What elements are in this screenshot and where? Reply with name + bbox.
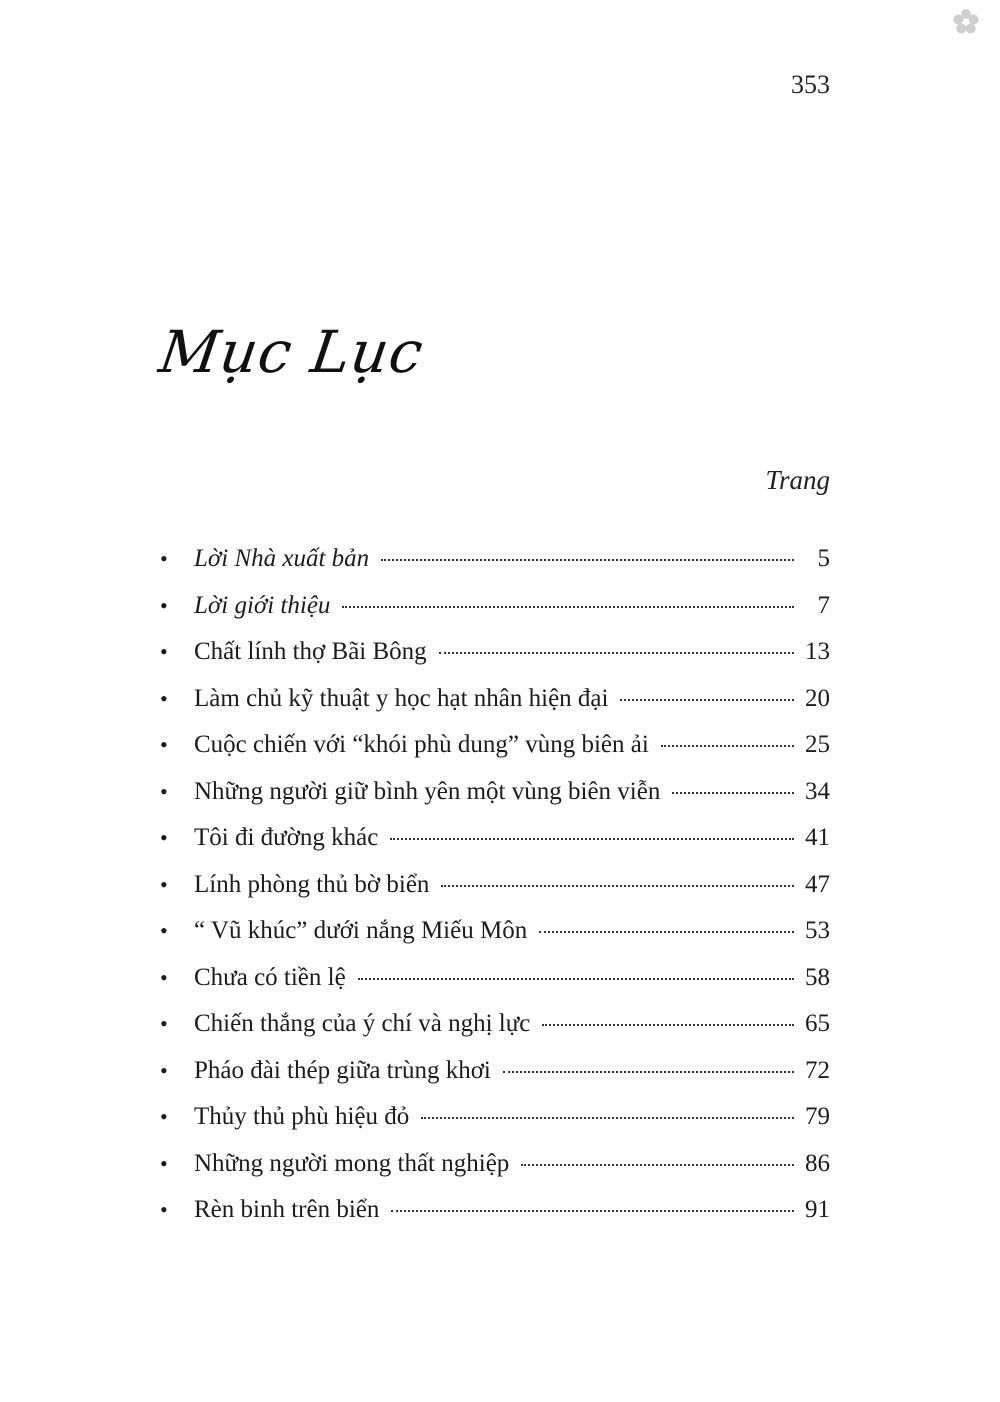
toc-entry-page: 53 <box>805 917 830 944</box>
toc-entry-page: 91 <box>805 1196 830 1223</box>
page-column-header: Trang <box>765 465 830 495</box>
toc-entry-title: Chiến thắng của ý chí và nghị lực <box>194 1010 531 1037</box>
toc-entry[interactable] <box>160 731 830 778</box>
toc-entry[interactable] <box>160 917 830 964</box>
toc-entry-page: 47 <box>805 870 830 898</box>
dot-leader <box>503 1071 794 1073</box>
bullet-icon: • <box>160 825 168 850</box>
bullet-icon: • <box>160 778 168 804</box>
toc-entry[interactable] <box>160 1010 830 1057</box>
dot-leader <box>391 1210 794 1212</box>
dot-leader <box>381 559 794 561</box>
bullet-icon: • <box>160 1150 168 1176</box>
toc-entry-page: 7 <box>817 591 830 619</box>
bullet-icon: • <box>160 546 168 571</box>
flower-logo-icon <box>952 8 980 36</box>
toc-entry-title: Rèn binh trên biển <box>194 1196 380 1223</box>
toc-entry-title: “ Vũ khúc” dưới nắng Miếu Môn <box>194 917 528 944</box>
toc-entry-title: Lính phòng thủ bờ biển <box>194 870 430 898</box>
bullet-icon: • <box>160 918 168 943</box>
dot-leader <box>390 838 794 840</box>
bullet-icon: • <box>160 964 168 990</box>
toc-entry-page: 65 <box>805 1010 830 1037</box>
toc-entry-page: 86 <box>805 1149 830 1177</box>
toc-entry[interactable] <box>160 1196 830 1243</box>
bullet-icon: • <box>160 732 168 757</box>
toc-entry-title: Chưa có tiền lệ <box>194 963 346 991</box>
toc-entry[interactable] <box>160 964 830 1011</box>
toc-entry-page: 41 <box>805 824 830 851</box>
toc-entry-title: Những người giữ bình yên một vùng biên viễn <box>194 777 661 805</box>
toc-entry[interactable] <box>160 778 830 825</box>
toc-entry[interactable] <box>160 685 830 732</box>
bullet-icon: • <box>160 1057 168 1083</box>
dot-leader <box>342 606 794 608</box>
toc-entry-title: Thủy thủ phù hiệu đỏ <box>194 1103 410 1130</box>
toc-entry[interactable] <box>160 638 830 685</box>
toc-entry-page: 20 <box>805 684 830 712</box>
page-number: 353 <box>791 70 830 99</box>
toc-entry-title: Cuộc chiến với “khói phù dung” vùng biên ải <box>194 731 649 758</box>
bullet-icon: • <box>160 1197 168 1222</box>
dot-leader <box>441 885 794 887</box>
dot-leader <box>672 792 794 794</box>
toc-entry-title: Làm chủ kỹ thuật y học hạt nhân hiện đại <box>194 684 609 712</box>
bullet-icon: • <box>160 592 168 618</box>
toc-entry[interactable] <box>160 1103 830 1150</box>
toc-entry-title: Tôi đi đường khác <box>194 824 379 851</box>
toc-entry-title: Những người mong thất nghiệp <box>194 1149 510 1177</box>
dot-leader <box>539 931 794 933</box>
dot-leader <box>542 1024 794 1026</box>
toc-entry[interactable] <box>160 1150 830 1197</box>
toc-entry[interactable] <box>160 1057 830 1104</box>
toc-entry[interactable] <box>160 545 830 592</box>
toc-entry-title: Lời giới thiệu <box>194 591 331 619</box>
page-title: Mục Lục <box>155 318 428 386</box>
dot-leader <box>439 652 794 654</box>
toc-entry-page: 25 <box>805 731 830 758</box>
toc-entry[interactable] <box>160 592 830 639</box>
toc-entry-title: Lời Nhà xuất bản <box>194 545 370 572</box>
table-of-contents <box>160 545 830 1243</box>
bullet-icon: • <box>160 639 168 664</box>
toc-entry[interactable] <box>160 824 830 871</box>
bullet-icon: • <box>160 685 168 711</box>
dot-leader <box>358 978 794 980</box>
toc-entry-title: Chất lính thợ Bãi Bông <box>194 638 427 665</box>
bullet-icon: • <box>160 1104 168 1129</box>
toc-entry-page: 72 <box>805 1056 830 1084</box>
dot-leader <box>620 699 794 701</box>
toc-entry-page: 13 <box>805 638 830 665</box>
dot-leader <box>521 1164 794 1166</box>
dot-leader <box>661 745 794 747</box>
bullet-icon: • <box>160 871 168 897</box>
toc-entry-page: 79 <box>805 1103 830 1130</box>
toc-entry[interactable] <box>160 871 830 918</box>
toc-entry-page: 34 <box>805 777 830 805</box>
bullet-icon: • <box>160 1011 168 1036</box>
dot-leader <box>421 1117 794 1119</box>
toc-entry-page: 58 <box>805 963 830 991</box>
toc-entry-page: 5 <box>817 545 830 572</box>
toc-entry-title: Pháo đài thép giữa trùng khơi <box>194 1056 491 1084</box>
